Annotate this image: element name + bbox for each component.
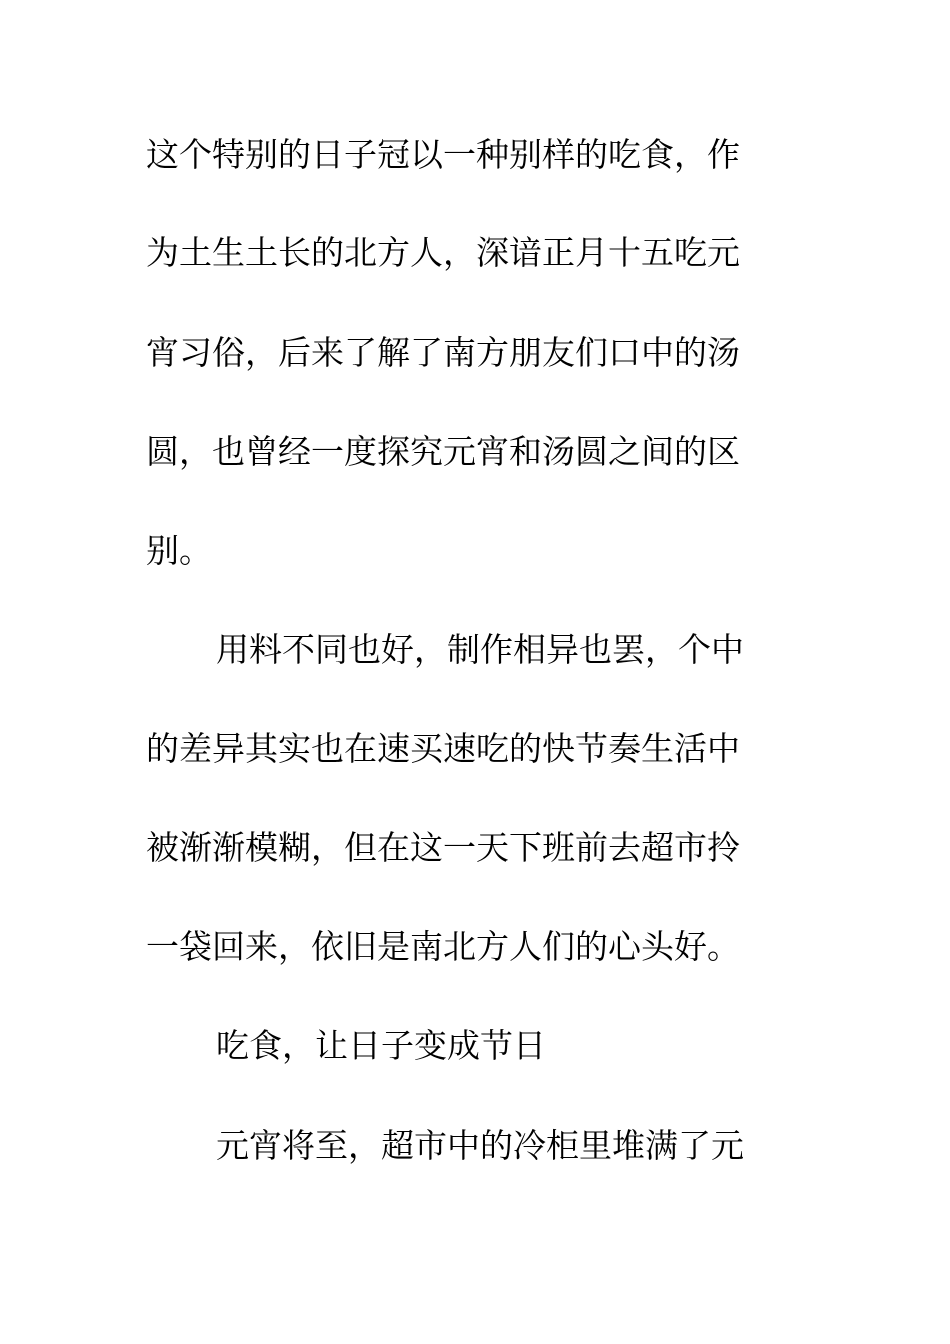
paragraph-start-line: 用料不同也好，制作相异也罢，个中 <box>216 630 744 669</box>
section-heading: 吃食，让日子变成节日 <box>216 1026 546 1065</box>
text-line: 圆，也曾经一度探究元宵和汤圆之间的区 <box>146 432 740 471</box>
text-line: 为土生土长的北方人，深谙正月十五吃元 <box>146 233 740 272</box>
text-line: 一袋回来，依旧是南北方人们的心头好。 <box>146 927 740 966</box>
text-line: 的差异其实也在速买速吃的快节奏生活中 <box>146 729 740 768</box>
text-line: 这个特别的日子冠以一种别样的吃食，作 <box>146 135 740 174</box>
paragraph-start-line: 元宵将至，超市中的冷柜里堆满了元 <box>216 1126 744 1165</box>
text-line: 别。 <box>146 531 212 570</box>
text-line: 宵习俗，后来了解了南方朋友们口中的汤 <box>146 333 740 372</box>
text-line: 被渐渐模糊，但在这一天下班前去超市拎 <box>146 828 740 867</box>
